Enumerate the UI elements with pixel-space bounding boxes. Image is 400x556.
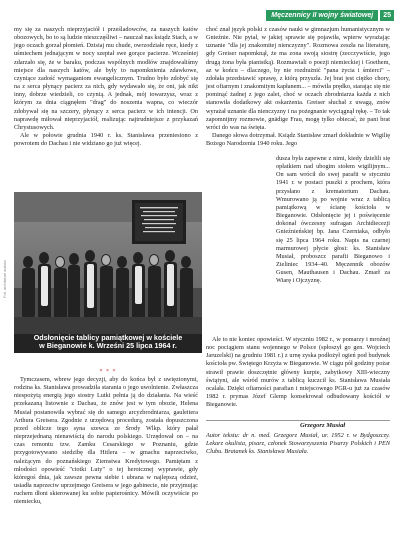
column-left-top [14,26,198,148]
commemorative-photo [14,192,202,353]
column-right-top [206,26,390,148]
paragraph: Tymczasem, wbrew jego decyzji, aby do końca był z uwięzionymi, rodzina ks. Stanisława prowadziła starania o jego uwolnienie. Zwłaszcza niespożytą energią jego siostry Lutki pełnia ją do działania. Na wieść przekazaną listownie z Dachau, że znów jest w tym obozie, Helena Musiał postanowiła wybrać się do samego arcyzbrodniarza, gauleitera Arthura Greisera. Zgodnie z urzędową procedurą, została dopuszczona przed oblicze tego syna szewca ze Środy Wlkp. który pałał nieprzejednaną nienawiścią do narodu polskiego. Urzędował on – na czas remontu tzw. Zamku Cesarskiego w Poznaniu, gdzie przygotowywano siedzibę dla Hitlera – w gmachu naprzeciwko, należącym do poznańskiego Ziemstwa Kredytowego. Pamiętam z młodości opowieść "ciotki Luty" o tej heroicznej wyprawie, gdy któregoś dnia, jak zawsze pewna siebie i ubrana w najlepszą odzież, usiadła naprzeciw uprzejmego Greisera w jego gabinecie, nie przyjmując ruchem dłoni skierowanej ku sobie papierośnicy. Mówili oczywiście po niemiecku, [14,376,198,506]
divider [206,420,390,421]
paragraph: choć znał język polski z czasów nauki w gimnazjum humanistycznym w Gnieźnie. Nie pytał, w jakiej sprawie się pojawiła, wpierw wyrażając uznanie "dla jej znakomitej nienczyzny". Rozmowa zeszła na literaturę, gdy Greiser napomknął, że ma zona swoją siostrę (zecczywiście, jego drugą żona była pianistką). Rozmawiali o poezji niemieckiej i Goethem, az w końcu – dlaczego, by nie rozdrażnić "pana życia i śmierci" – zdołała przedstawić sprawę, z którą przyszła. Jej brat jest ciężko chory, jest ofiarnym i znakomitym kapłanem... – mówiła prędko, starając się nie pominąć żadnej z jego zalet, choć w oczach zbrodniarza każda z nich stanowiła dodatkowy akt oskarżenia. Greiser słuchał z uwagą, znów wyrażał uznanie dla nienczyzny i na pożegnanie wyciągnął rękę. – To tak zapomnijmy rozmowie, gnädige Frau, mogę tylko obiecać, że pani brat wróci do was na święta. [206,26,390,131]
author-signature: Grzegorz Musiał [300,422,346,429]
caption-line: w Bieganowie k. Wrześni 25 lipca 1964 r. [39,341,177,351]
paragraph: Ale w połowie grudnia 1940 r. ks. Stanisława przeniesiono z powrotem do Dachau i nie widziano go już więcej. [14,132,198,148]
photo-caption [14,334,202,353]
paragraph: dusza była zapewne z nimi, kiedy dzielili się opłatkiem nad ubogim stołem wigilijnym... On sam wrócił do swej parafii w styczniu 1941 r. w postaci puszki z prochem, która przysłano z krematorium Dachau. Wmurowano ją po wojnie wraz z tablicą pamiątkową w ścianę kościoła w Bieganowie. Odsłonięcie jej i poświęcenie dokonał ówczesny sufragan Archidiecezji Gnieźnieńskiej bp. Jana Czerniaka, odbyło się 25 lipca 1964 roku. Napis na czarnej marmurowej płycie głosi: ks. Stanisław Musiał, proboszcz parafii Bieganowo i Zieliniec 1934–40. Męczennik obozów Gusen, Mauthausen i Dachau. Zmarł za Wiarę i Ojczyznę. [276,155,390,285]
column-left-bottom [14,376,198,507]
column-right-middle [276,155,390,286]
photo-credit: Fot. archiwum autora [2,260,7,298]
caption-line: Odsłonięcie tablicy pamiątkowej w kościele [33,333,183,342]
running-header [266,10,394,21]
column-right-bottom [206,336,390,409]
photo-image [14,192,202,353]
paragraph: Danego słowa dotrzymał. Ksiądz Stanisław zmarł dokładnie w Wigilię Bożego Narodzenia 1940 roku. Jego [206,132,390,148]
page-number: 25 [380,10,394,21]
author-bio: Autor tekstu: dr n. med. Grzegorz Musiał, ur. 1952 r. w Bydgoszczy. Lekarz okulista, pisarz, członek Stowarzyszenia Pisarzy Polskich i PEN Clubu. Bratanek ks. Stanisława Musiała. [206,432,390,456]
paragraph: Ale to nie koniec opowieści. W styczniu 1982 r., w pomarzy i mroźnej noc pociągiem stanu wojennego w Polsce (spłoszył go gen. Wojciech Jaruzelski) na grudniu 1981 r.) z urnę zyska podłożył ogień pod budynek kościoła pw. Świętego Krzyża w Bieganowie. W ciągu pół godziny pożar strawił prawie doszczętnie główny kurpie, zabytkowy XIII-wieczny świątyni, ale wśród murów z tablicą kuczcił ks. Stanisława Musiała ocalała. Dzięki ofiarności parafian i miejscowego PGR-u już za czasów 1982 r. prymas Józef Glemp konsekrował odbudowany kościół w Bieganowie. [206,336,390,409]
section-title: Męczennicy II wojny światowej [266,10,378,21]
section-separator: * * * [99,369,117,375]
paragraph: my się za naszych nieprzyjaciół i prześladowców, za naszych katów obozowych, bo to są ludzie nieszczęśliwi – nauczał nas ksiądz Stach, a w jego oczach gorzał płomień. Dzisiaj mu chude, owrzodziałe ręce, kiedy z uśmiechem jednającym w nocy szeptał swe gorące pacierze. Wcześniej zdarzało się, że w baraku, podczas wspólnych modłów znajdowaliśmy miejsce dla naszych katów, ale były to napomknienia zdawkowe, czyniące zadość wymaganiom ewangelicznym. Trudno było zdobyć się na z serca płynący pacierz za nich, gdy wydawało się, że oni, jak nikt inny, dobrze wiedzieli, co czynią. A jednak, mój towarzysz, wraz z którym za dnia ciągnęłem "drag" do noszenia wapna, co wieczór zdobywał się na szczery, płynący z serca pacierz w ich intencji. On naprawdę miłował nieprzyjaciół, realizując najtrudniejsze z przykazań Chrystusowych. [14,26,198,131]
